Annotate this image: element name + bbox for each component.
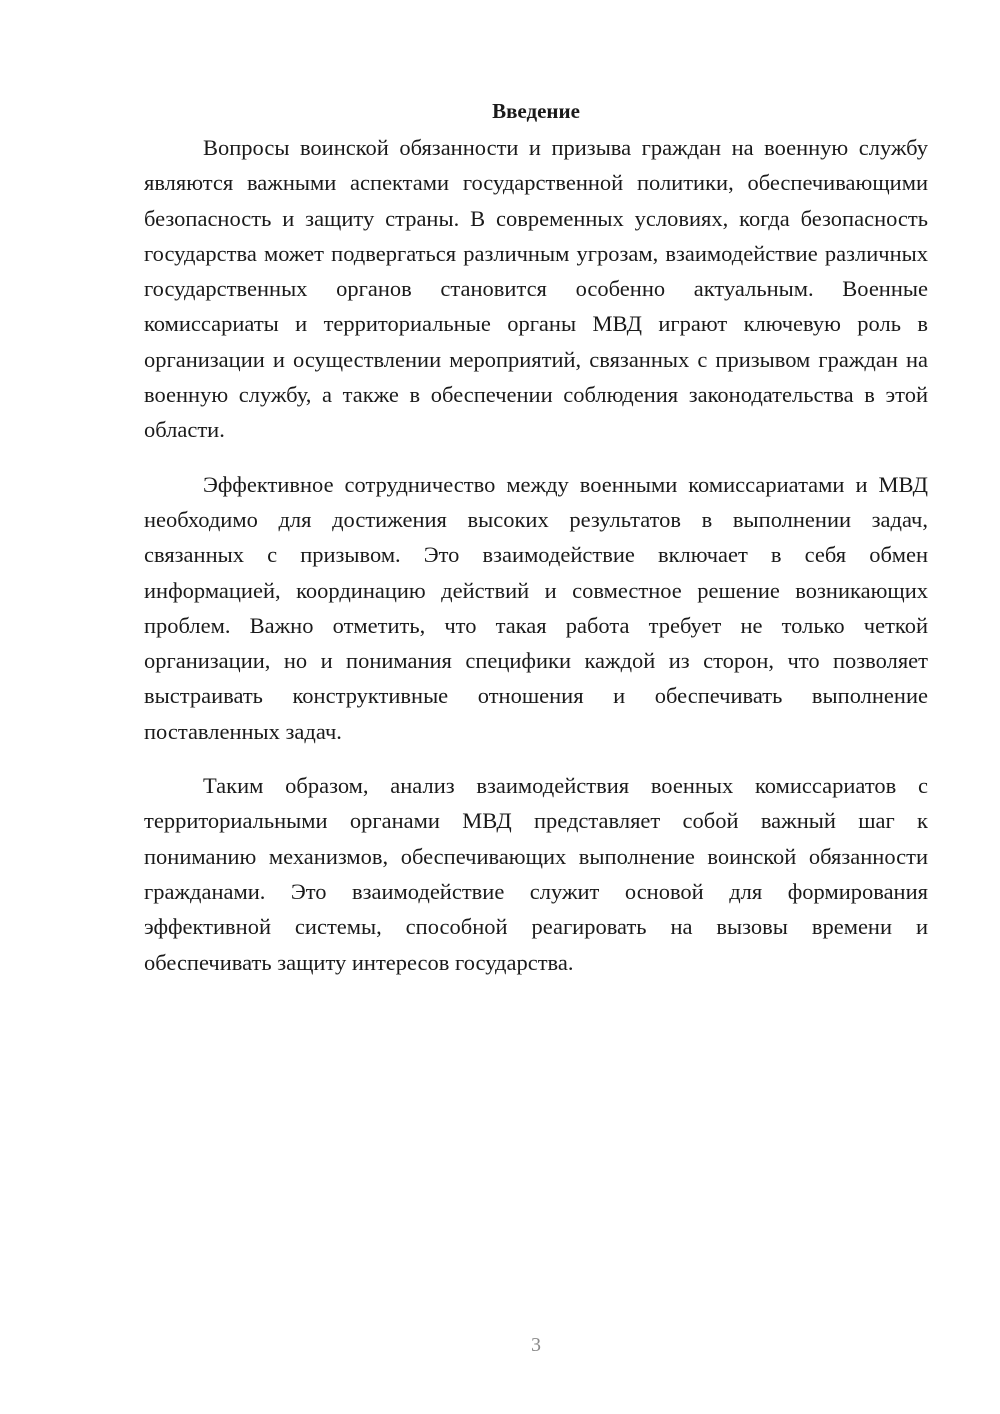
section-heading: Введение bbox=[492, 99, 580, 123]
page-content bbox=[144, 96, 928, 999]
paragraph-3: Таким образом, анализ взаимодействия военных комиссариатов с территориальными органами МВД представляет собой важный шаг к пониманию механизмов, обеспечивающих выполнение воинской обязанности гражданами. Это взаимодействие служит основой для формирования эффективной системы, способной реагировать на вызовы времени и обеспечивать защиту интересов государства. bbox=[144, 773, 928, 975]
paragraph-2: Эффективное сотрудничество между военными комиссариатами и МВД необходимо для достижения высоких результатов в выполнении задач, связанных с призывом. Это взаимодействие включает в себя обмен информацией, координацию действий и совместное решение возникающих проблем. Важно отметить, что такая работа требует не только четкой организации, но и понимания специфики каждой из сторон, что позволяет выстраивать конструктивные отношения и обеспечивать выполнение поставленных задач. bbox=[144, 471, 928, 744]
page-number: 3 bbox=[531, 1334, 541, 1356]
paragraph-1: Вопросы воинской обязанности и призыва граждан на военную службу являются важными аспектами государственной политики, обеспечивающими безопасность и защиту страны. В современных условиях, когда безопасность государства может подвергаться различным угрозам, взаимодействие различных государственных органов становится особенно актуальным. Военные комиссариаты и территориальные органы МВД играют ключевую роль в организации и осуществлении мероприятий, связанных с призывом граждан на военную службу, а также в обеспечении соблюдения законодательства в этой области. bbox=[144, 135, 928, 443]
